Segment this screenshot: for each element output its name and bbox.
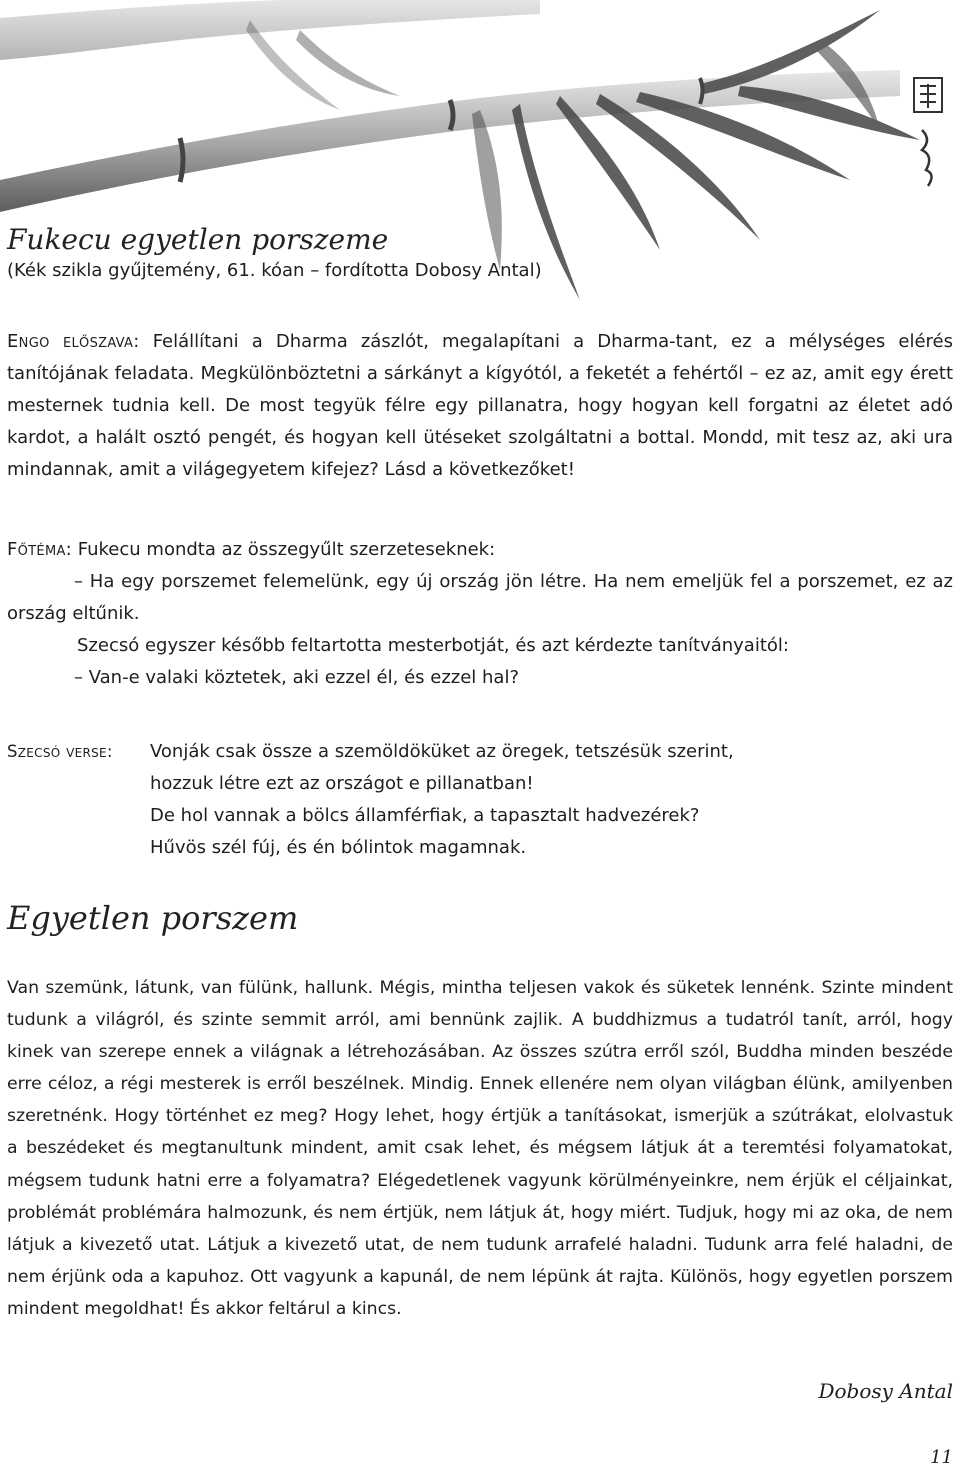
verse-line: hozzuk létre ezt az országot e pillanatban! [150, 773, 534, 794]
preface-paragraph [7, 326, 953, 486]
page-number: 11 [930, 1447, 953, 1468]
essay-body: Van szemünk, látunk, van fülünk, hallunk. Mégis, mintha teljesen vakok és süketek lennénk. Szinte mindent tudunk a világról, és szinte semmit arról, ami bennünk zajlik. A buddhizmus a tudatról tanít, arról, hogy kinek van szerepe ennek a világnak a létrehozásában. Az összes szútra erről szól, Buddha minden beszéde erre céloz, a régi mesterek is erről beszélnek. Mindig. Ennek ellenére nem olyan világban élünk, amilyenben szeretnénk. Hogy történhet ez meg? Hogy lehet, hogy értjük a tanításokat, ismerjük a szútrákat, elolvastuk a beszédeket és megtanultunk mindent, amit csak lehet, és mégsem látjuk át a teremtési folyamatokat, mégsem tudunk hatni erre a folyamatra? Elégedetlenek vagyunk körülményeinkre, nem érjük el céljainkat, problémát problémára halmozunk, és nem értjük, nem látjuk át, hogy miért. Tudjuk, hogy mi az oka, de nem látjuk a kivezető utat. Látjuk a kivezető utat, de nem tudunk arrafelé haladni. Tudunk arra felé haladni, de nem érjünk oda a kapuhoz. Ott vagyunk a kapunál, de nem lépünk át rajta. Különös, hogy egyetlen porszem mindent megoldhat! És akkor feltárul a kincs. [7, 978, 953, 1319]
main-theme-line3: Szecsó egyszer később feltartotta mesterbotját, és azt kérdezte tanítványaitól: [77, 635, 789, 656]
verse-line: Hűvös szél fúj, és én bólintok magamnak. [150, 837, 527, 858]
preface-label: Engo előszava: [7, 331, 140, 352]
koan-subtitle: (Kék szikla gyűjtemény, 61. kóan – fordította Dobosy Antal) [7, 260, 542, 281]
verse-label: Szecsó verse: [7, 742, 113, 761]
essay-title: Egyetlen porszem [7, 899, 299, 937]
verse-line: Vonják csak össze a szemöldöküket az öregek, tetszésük szerint, [150, 741, 734, 762]
preface-text: Felállítani a Dharma zászlót, megalapítani a Dharma-tant, ez a mélységes elérés tanítójának feladata. Megkülönböztetni a sárkányt a kígyótól, a feketét a fehértől – ez az, amit egy érett mesternek tudnia kell. De most tegyük félre egy pillanatra, hogy hogyan kell forgatni az életet adó kardot, a halált osztó pengét, és hogyan kell ütéseket szolgáltatni a bottal. Mondd, mit tesz az, aki ura mindannak, amit a világegyetem kifejez? Lásd a következőket! [7, 331, 953, 480]
verse-line: De hol vannak a bölcs államférfiak, a tapasztalt hadvezérek? [150, 805, 700, 826]
main-theme-quote: – Ha egy porszemet felemelünk, egy új ország jön létre. Ha nem emeljük fel a porszemet, ez az ország eltűnik. [7, 571, 953, 624]
koan-title: Fukecu egyetlen porszeme [7, 223, 389, 256]
main-theme-line4: – Van-e valaki köztetek, aki ezzel él, és ezzel hal? [74, 667, 519, 688]
main-theme-intro: Fukecu mondta az összegyűlt szerzeteseknek: [77, 539, 496, 560]
main-theme-section [7, 534, 953, 694]
koan-heading [7, 222, 953, 284]
main-theme-label: Főtéma: [7, 539, 73, 560]
verse-lines [150, 736, 953, 864]
author-signature: Dobosy Antal [818, 1379, 953, 1403]
